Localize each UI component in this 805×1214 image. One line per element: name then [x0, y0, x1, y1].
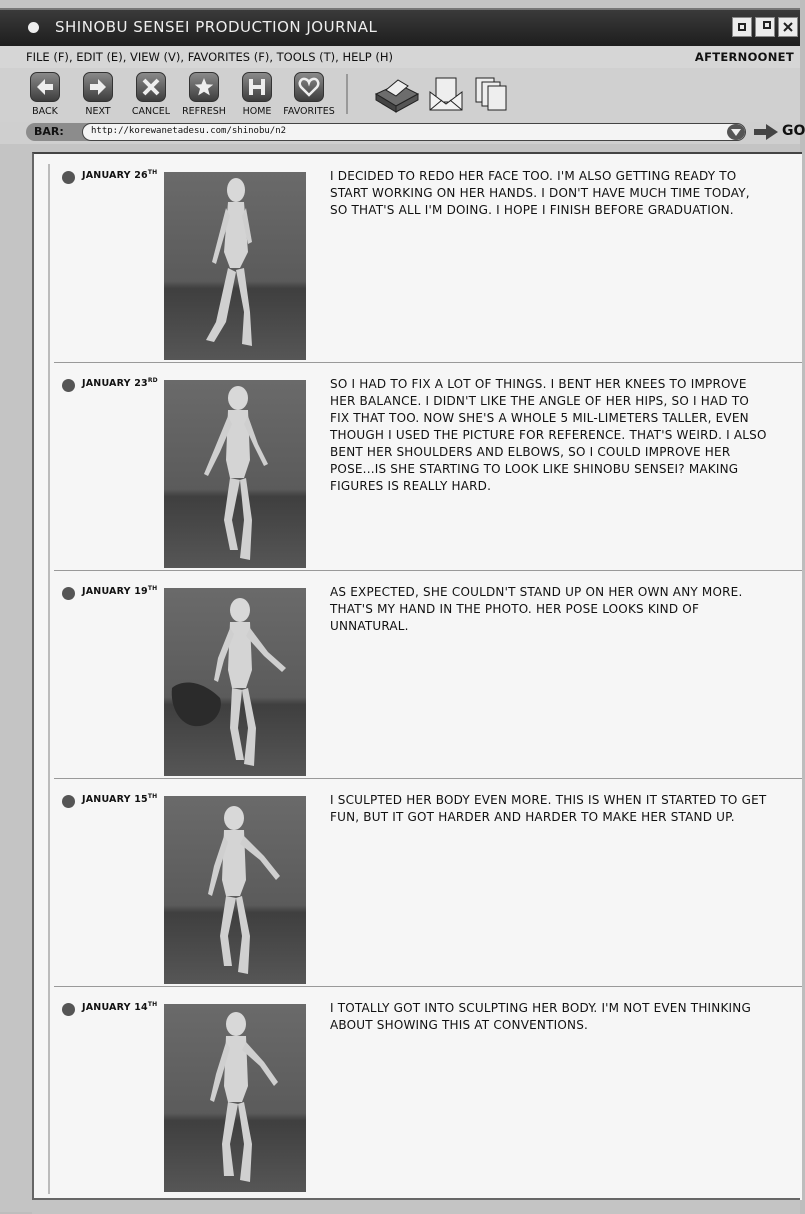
go-label[interactable]: GO [782, 123, 805, 139]
bullet-icon [62, 795, 75, 808]
entry-date: JANUARY 15TH [82, 793, 158, 806]
next-arrow-icon [83, 72, 113, 102]
printer-icon [372, 76, 420, 112]
figure-silhouette-icon [164, 172, 306, 360]
maximize-button[interactable] [755, 17, 775, 37]
journal-entry [34, 154, 802, 360]
pages-button[interactable] [474, 76, 508, 116]
url-dropdown-button[interactable] [727, 124, 745, 140]
menu-tools[interactable]: TOOLS (T) [276, 50, 336, 64]
bullet-icon [62, 379, 75, 392]
next-button[interactable] [71, 71, 125, 121]
entry-photo [164, 172, 306, 360]
favorites-button[interactable] [282, 71, 336, 121]
url-text: http://korewanetadesu.com/shinobu/n2 [91, 126, 287, 136]
title-bar [0, 8, 800, 50]
entry-date: JANUARY 19TH [82, 585, 158, 598]
favorites-label: FAVORITES [283, 106, 335, 117]
entry-text: I SCULPTED HER BODY EVEN MORE. THIS IS WHEN IT STARTED TO GET FUN, BUT IT GOT HARDER AND HARDER TO MAKE HER STAND UP. [330, 793, 767, 824]
figure-silhouette-icon [164, 1004, 306, 1192]
menu-view[interactable]: VIEW (V) [130, 50, 181, 64]
back-button[interactable] [18, 71, 72, 121]
window-title: SHINOBU SENSEI PRODUCTION JOURNAL [55, 18, 378, 36]
entry-divider [54, 570, 802, 571]
figure-silhouette-icon [164, 796, 306, 984]
entry-photo [164, 1004, 306, 1192]
toolbar-divider [346, 74, 348, 114]
close-icon [784, 23, 792, 31]
heart-icon [294, 72, 324, 102]
menu-help[interactable]: HELP (H) [342, 50, 394, 64]
entry-photo [164, 380, 306, 568]
entry-date: JANUARY 14TH [82, 1001, 158, 1014]
star-icon [189, 72, 219, 102]
address-label: BAR: [34, 125, 64, 138]
minimize-button[interactable] [732, 17, 752, 37]
journal-entry [34, 986, 802, 1192]
menu-favorites[interactable]: FAVORITES (F) [187, 50, 270, 64]
menu-bar: FILE (F), EDIT (E), VIEW (V), FAVORITES (F), TOOLS (T), HELP (H) AFTERNOONET [0, 46, 800, 69]
chevron-down-icon [727, 124, 745, 140]
restore-icon [763, 21, 771, 29]
bullet-icon [62, 1003, 75, 1016]
entry-divider [54, 778, 802, 779]
entry-text: AS EXPECTED, SHE COULDN'T STAND UP ON HER OWN ANY MORE. THAT'S MY HAND IN THE PHOTO. HER POSE LOOKS KIND OF UNNATURAL. [330, 585, 743, 633]
entry-date: JANUARY 26TH [82, 169, 158, 182]
pages-icon [474, 76, 508, 112]
bullet-icon [62, 171, 75, 184]
entry-text: SO I HAD TO FIX A LOT OF THINGS. I BENT HER KNEES TO IMPROVE HER BALANCE. I DIDN'T LIKE THE ANGLE OF HER HIPS, SO I HAD TO FIX THAT TOO. NOW SHE'S A WHOLE 5 MIL-LIMETERS TALLER, EVEN THOUGH I USED THE PICTURE FOR REFERENCE. THAT'S WEIRD. I ALSO BENT HER SHOULDERS AND ELBOWS, SO I COULD IMPROVE HER POSE...IS SHE STARTING TO LOOK LIKE SHINOBU SENSEI? MAKING FIGURES IS REALLY HARD. [330, 377, 767, 493]
cancel-button[interactable] [124, 71, 178, 121]
refresh-label: REFRESH [182, 106, 226, 117]
entry-divider [54, 362, 802, 363]
next-label: NEXT [85, 106, 111, 117]
back-label: BACK [32, 106, 58, 117]
refresh-button[interactable] [177, 71, 231, 121]
entry-text: I TOTALLY GOT INTO SCULPTING HER BODY. I'M NOT EVEN THINKING ABOUT SHOWING THIS AT CONVENTIONS. [330, 1001, 751, 1032]
menu-edit[interactable]: EDIT (E) [76, 50, 123, 64]
entry-text: I DECIDED TO REDO HER FACE TOO. I'M ALSO GETTING READY TO START WORKING ON HER HANDS. I DON'T HAVE MUCH TIME TODAY, SO THAT'S ALL I'M DOING. I HOPE I FINISH BEFORE GRADUATION. [330, 169, 750, 217]
home-label: HOME [242, 106, 272, 117]
url-input[interactable] [82, 123, 746, 141]
address-bar [0, 122, 805, 144]
page-content [32, 152, 802, 1200]
journal-entry [34, 362, 802, 568]
home-h-icon [242, 72, 272, 102]
entry-date: JANUARY 23RD [82, 377, 158, 390]
menu-file[interactable]: FILE (F) [26, 50, 69, 64]
cancel-x-icon [136, 72, 166, 102]
mail-button[interactable] [428, 76, 464, 116]
journal-entry [34, 570, 802, 776]
toolbar [0, 68, 800, 122]
status-bar [32, 1198, 800, 1214]
figure-silhouette-icon [164, 380, 306, 568]
go-arrow-icon [752, 122, 780, 142]
address-label-box [26, 123, 90, 141]
close-button[interactable] [778, 17, 798, 37]
window-icon [28, 22, 39, 33]
entry-photo [164, 796, 306, 984]
back-arrow-icon [30, 72, 60, 102]
entry-divider [54, 986, 802, 987]
figure-silhouette-icon [164, 588, 306, 776]
cancel-label: CANCEL [131, 106, 171, 117]
bullet-icon [62, 587, 75, 600]
brand-logo: AFTERNOONET [694, 50, 794, 64]
mail-icon [428, 76, 464, 112]
entry-photo [164, 588, 306, 776]
minimize-icon [738, 23, 746, 31]
home-button[interactable] [230, 71, 284, 121]
go-button[interactable] [752, 122, 780, 146]
journal-entry [34, 778, 802, 984]
print-button[interactable] [372, 76, 420, 116]
